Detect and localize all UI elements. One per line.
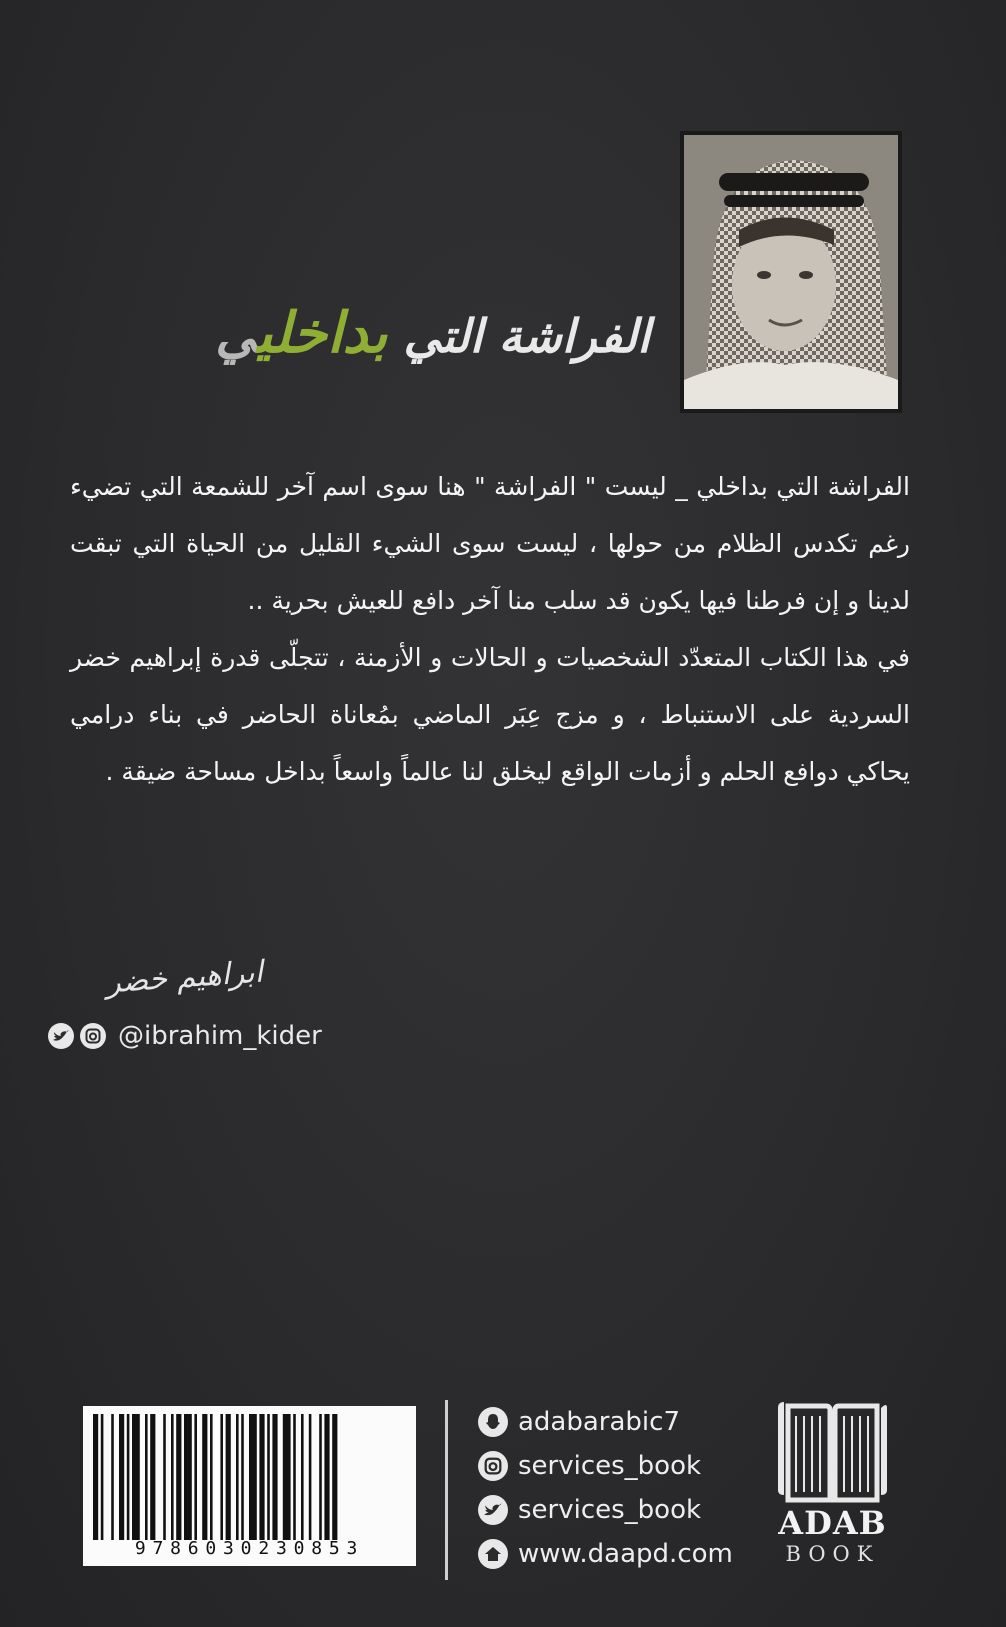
barcode-bar xyxy=(127,1414,130,1540)
instagram-icon xyxy=(478,1451,508,1481)
barcode-bar xyxy=(324,1414,329,1540)
barcode-bar xyxy=(171,1414,174,1540)
barcode-bar xyxy=(111,1414,114,1540)
author-photo xyxy=(680,131,902,413)
publisher-name: ADAB xyxy=(778,1504,887,1542)
barcode-bar xyxy=(236,1414,239,1540)
divider xyxy=(445,1400,448,1580)
snapchat-icon xyxy=(478,1407,508,1437)
barcode-bar xyxy=(210,1414,213,1540)
barcode-bar xyxy=(241,1414,244,1540)
blurb-paragraph: الفراشة التي بداخلي _ ليست " الفراشة " هنا سوى اسم آخر للشمعة التي تضيء رغم تكدس الظلام من حولها ، ليست سوى الشيء القليل من الحياة التي تبقت لدينا و إن فرطنا فيها يكون قد سلب منا آخر دافع للعيش بحرية .. xyxy=(70,472,910,615)
contact-text: www.daapd.com xyxy=(518,1539,733,1569)
contact-website[interactable] xyxy=(478,1532,748,1576)
contact-text: services_book xyxy=(518,1495,702,1525)
contact-snapchat[interactable] xyxy=(478,1400,748,1444)
barcode-bar xyxy=(119,1414,124,1540)
author-social xyxy=(48,1018,322,1054)
contact-text: services_book xyxy=(518,1451,702,1481)
barcode-bar xyxy=(194,1414,197,1540)
publisher-contacts xyxy=(478,1400,748,1576)
blurb xyxy=(70,458,910,800)
barcode-bar xyxy=(176,1414,181,1540)
barcode-bar xyxy=(145,1414,148,1540)
blurb-paragraph: في هذا الكتاب المتعدّد الشخصيات و الحالات و الأزمنة ، تتجلّى قدرة إبراهيم خضر السردية على الاستنباط ، و مزج عِبَر الماضي بمُعاناة الحاضر في بناء درامي يحاكي دوافع الحلم و أزمات الواقع ليخلق لنا عالماً واسعاً بداخل مساحة ضيقة . xyxy=(70,643,910,786)
barcode-bar xyxy=(283,1414,291,1540)
title-accent: بداخلي xyxy=(256,300,388,366)
barcode-bar xyxy=(293,1414,296,1540)
barcode-bars xyxy=(93,1414,406,1540)
barcode-bar xyxy=(226,1414,231,1540)
author-signature: ابراهيم خضر xyxy=(104,954,265,1001)
barcode-bar xyxy=(93,1414,98,1540)
author-handle[interactable]: @ibrahim_kider xyxy=(118,1021,322,1051)
barcode-bar xyxy=(332,1414,337,1540)
barcode-bar xyxy=(220,1414,223,1540)
book-title xyxy=(90,300,650,400)
barcode-bar xyxy=(272,1414,277,1540)
barcode-bar xyxy=(309,1414,312,1540)
title-main: الفراشة التي xyxy=(387,309,650,363)
twitter-icon xyxy=(478,1495,508,1525)
barcode-bar xyxy=(301,1414,304,1540)
twitter-icon[interactable] xyxy=(48,1023,74,1049)
contact-twitter[interactable] xyxy=(478,1488,748,1532)
author-portrait-illustration xyxy=(684,135,898,409)
isbn-digits: 9786030230853 xyxy=(134,1538,365,1559)
barcode-bar xyxy=(163,1414,166,1540)
book-icon xyxy=(770,1400,895,1505)
publisher-sub: BOOK xyxy=(785,1542,880,1566)
barcode-bar xyxy=(319,1414,322,1540)
title-tail: ي xyxy=(215,305,257,364)
barcode-bar xyxy=(249,1414,257,1540)
barcode-bar xyxy=(184,1414,192,1540)
publisher-logo xyxy=(770,1400,895,1570)
contact-instagram[interactable] xyxy=(478,1444,748,1488)
isbn-barcode xyxy=(83,1406,416,1566)
barcode-bar xyxy=(150,1414,155,1540)
barcode-bar xyxy=(101,1414,104,1540)
barcode-bar xyxy=(267,1414,270,1540)
barcode-bar xyxy=(202,1414,207,1540)
barcode-bar xyxy=(259,1414,264,1540)
home-icon xyxy=(478,1539,508,1569)
barcode-bar xyxy=(132,1414,140,1540)
instagram-icon[interactable] xyxy=(80,1023,106,1049)
contact-text: adabarabic7 xyxy=(518,1407,680,1437)
